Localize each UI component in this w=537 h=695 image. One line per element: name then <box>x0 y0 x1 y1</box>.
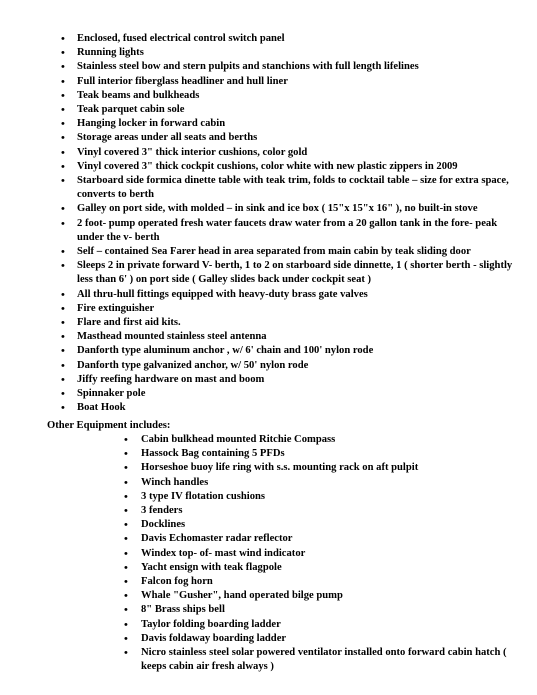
list-item: • Hassock Bag containing 5 PFDs <box>141 447 527 461</box>
list-item: • Vinyl covered 3" thick cockpit cushions, color white with new plastic zippers in 2009 <box>77 160 525 174</box>
list-item: • Stainless steel bow and stern pulpits and stanchions with full length lifelines <box>77 60 525 74</box>
list-item: • Running lights <box>77 46 525 60</box>
list-item: • Davis Echomaster radar reflector <box>141 532 527 546</box>
list-item: • Teak beams and bulkheads <box>77 89 525 103</box>
list-item: • Whale "Gusher", hand operated bilge pump <box>141 589 527 603</box>
list-item: • Masthead mounted stainless steel antenna <box>77 330 525 344</box>
list-item: • Jiffy reefing hardware on mast and boom <box>77 373 525 387</box>
list-item: • Cabin bulkhead mounted Ritchie Compass <box>141 433 527 447</box>
list-item: • Danforth type galvanized anchor, w/ 50' nylon rode <box>77 359 525 373</box>
list-item: • Full interior fiberglass headliner and hull liner <box>77 75 525 89</box>
list-item: • Falcon fog horn <box>141 575 527 589</box>
standard-equipment-list <box>77 32 525 415</box>
list-item: • Enclosed, fused electrical control switch panel <box>77 32 525 46</box>
list-item: • Hanging locker in forward cabin <box>77 117 525 131</box>
list-item: • Fire extinguisher <box>77 302 525 316</box>
list-item: • Galley on port side, with molded – in sink and ice box ( 15"x 15"x 16" ), no built-in stove <box>77 202 525 216</box>
list-item: • 3 type IV flotation cushions <box>141 490 527 504</box>
list-item: • Storage areas under all seats and berths <box>77 131 525 145</box>
other-equipment-list <box>141 433 527 674</box>
list-item: • 3 fenders <box>141 504 527 518</box>
list-item: • Horseshoe buoy life ring with s.s. mounting rack on aft pulpit <box>141 461 527 475</box>
list-item: • Nicro stainless steel solar powered ventilator installed onto forward cabin hatch ( keeps cabin air fresh always ) <box>141 646 527 674</box>
list-item: • Starboard side formica dinette table with teak trim, folds to cocktail table – size for extra space, converts to berth <box>77 174 525 202</box>
other-equipment-heading: Other Equipment includes: <box>47 420 171 431</box>
list-item: • 2 foot- pump operated fresh water faucets draw water from a 20 gallon tank in the fore- peak under the v- berth <box>77 217 525 245</box>
list-item: • Windex top- of- mast wind indicator <box>141 547 527 561</box>
list-item: • Yacht ensign with teak flagpole <box>141 561 527 575</box>
list-item: • Danforth type aluminum anchor , w/ 6' chain and 100' nylon rode <box>77 344 525 358</box>
list-item: • Sleeps 2 in private forward V- berth, 1 to 2 on starboard side dinnette, 1 ( shorter berth - slightly less than 6' ) on port side ( Galley slides back under cockpit seat ) <box>77 259 525 287</box>
list-item: • Spinnaker pole <box>77 387 525 401</box>
list-item: • Flare and first aid kits. <box>77 316 525 330</box>
list-item: • Self – contained Sea Farer head in area separated from main cabin by teak sliding door <box>77 245 525 259</box>
list-item: • Boat Hook <box>77 401 525 415</box>
list-item: • Davis foldaway boarding ladder <box>141 632 527 646</box>
list-item: • All thru-hull fittings equipped with heavy-duty brass gate valves <box>77 288 525 302</box>
list-item: • Teak parquet cabin sole <box>77 103 525 117</box>
list-item: • Winch handles <box>141 476 527 490</box>
list-item: • Docklines <box>141 518 527 532</box>
list-item: • 8" Brass ships bell <box>141 603 527 617</box>
list-item: • Vinyl covered 3" thick interior cushions, color gold <box>77 146 525 160</box>
list-item: • Taylor folding boarding ladder <box>141 618 527 632</box>
